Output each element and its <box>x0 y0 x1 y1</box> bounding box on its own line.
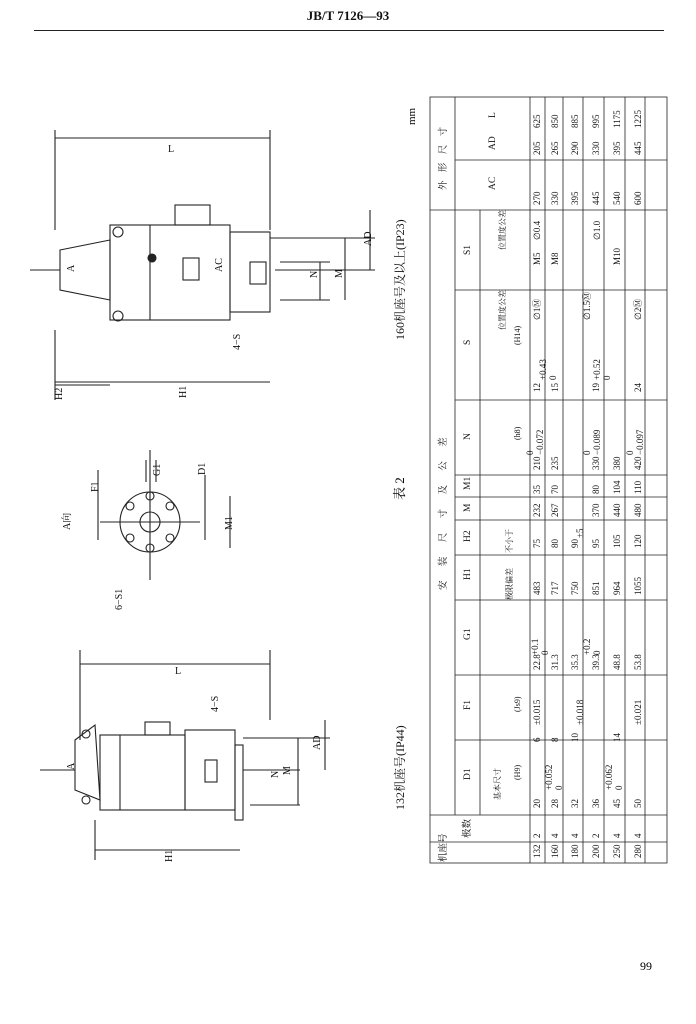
cell-m: 267 <box>550 503 560 517</box>
cell-n: 420 <box>633 456 643 470</box>
cell-f1: 14 <box>612 733 622 742</box>
cell-h2: 80 <box>550 539 560 548</box>
cell-s: 19 <box>591 383 601 392</box>
cell-m: 370 <box>591 503 601 517</box>
cell-deviation: 0 <box>554 785 564 790</box>
cell-g1: 22.8 <box>532 654 542 670</box>
cell-h2: 105 <box>612 534 622 548</box>
hdr-frame: 机座号 <box>439 833 449 862</box>
cell-g1: 48.8 <box>612 654 622 670</box>
dim-6S1: 6−S1 <box>114 588 125 610</box>
cell-deviation: +0.52 <box>592 359 602 380</box>
cell-h2: 120 <box>633 534 643 548</box>
cell-frame: 180 <box>570 844 580 858</box>
page-number: 99 <box>640 959 652 973</box>
hdr-AC: AC <box>488 176 498 190</box>
dim-N-bottom: N <box>270 770 281 778</box>
cell-m1: 80 <box>591 485 601 494</box>
cell-s: 24 <box>633 383 643 392</box>
cell-h1: 851 <box>591 581 601 595</box>
dim-D1: D1 <box>197 462 208 475</box>
cell-poles: 4 <box>612 833 622 838</box>
sub-H14: (H14) <box>513 325 522 345</box>
hdr-N: N <box>463 433 473 440</box>
dim-M-bottom: M <box>282 766 293 775</box>
cell-h2: 75 <box>532 539 542 548</box>
cell-s: 12 <box>532 383 542 392</box>
hdr-L: L <box>488 112 498 118</box>
cell-h1: 1055 <box>633 577 643 595</box>
cell-deviation: 0 <box>582 450 592 455</box>
dim-4S-bottom: 4−S <box>210 695 221 712</box>
cell-frame: 280 <box>633 844 643 858</box>
cell-ad: 395 <box>612 141 622 155</box>
cell-ac: 270 <box>532 191 542 205</box>
dim-AC-top: AC <box>214 258 225 272</box>
document-header: JB/T 7126—93 <box>306 8 390 23</box>
cell-ad: 290 <box>570 141 580 155</box>
cell-frame: 132 <box>532 844 542 858</box>
cell-ac: 330 <box>550 191 560 205</box>
sub-Js9: (Js9) <box>513 696 522 712</box>
flange-a-view <box>98 450 230 580</box>
cell-deviation: ±0.015 <box>532 699 542 725</box>
cell-deviation: +0.1 <box>530 638 540 655</box>
dim-A-bottom: A <box>66 762 77 770</box>
dim-L-top: L <box>168 144 175 155</box>
cell-g1: 31.3 <box>550 654 560 670</box>
cell-ac: 540 <box>612 191 622 205</box>
cell-m1: 110 <box>633 480 643 494</box>
cell-m1: 70 <box>550 485 560 494</box>
cell-m: 480 <box>633 503 643 517</box>
cell-s1: M5 <box>532 252 542 265</box>
caption-132: 132机座号(IP44) <box>393 725 407 810</box>
cell-d1: 36 <box>591 799 601 808</box>
cell-s: 15 <box>550 383 560 392</box>
cell-deviation: 0 <box>625 450 635 455</box>
hdr-H2: H2 <box>463 530 473 542</box>
cell-n: 210 <box>532 456 542 470</box>
dim-H1-top: H1 <box>178 385 189 398</box>
cell-l: 1175 <box>612 110 622 128</box>
cell-ad: 445 <box>633 141 643 155</box>
cell-d1: 45 <box>612 799 622 808</box>
cell-s1: M8 <box>550 252 560 265</box>
dim-H1-bottom: H1 <box>164 849 175 862</box>
labels-flange <box>60 463 235 610</box>
hdr-install-group: 安 装 尺 寸 及 公 差 <box>439 431 449 590</box>
cell-deviation: ∅2Ⓜ <box>633 298 643 320</box>
caption-160: 160机座号及以上(IP23) <box>393 219 407 340</box>
sub-limit-dev: 极限偏差 <box>505 568 514 600</box>
cell-l: 850 <box>550 114 560 128</box>
cell-g1: 39.3 <box>591 654 601 670</box>
cell-frame: 200 <box>591 844 601 858</box>
cell-d1: 32 <box>570 799 580 808</box>
table-title: 表 2 <box>392 477 407 500</box>
hdr-S: S <box>463 339 473 345</box>
sub-D1-basic: 基本尺寸 <box>493 768 502 800</box>
cell-deviation: 0 <box>525 450 535 455</box>
dim-AD-top: AD <box>363 231 374 246</box>
dim-4S-top: 4−S <box>232 333 243 350</box>
cell-f1: 8 <box>550 737 560 742</box>
dim-A-top: A <box>66 264 77 272</box>
dim-F1: F1 <box>90 481 101 492</box>
cell-h1: 483 <box>532 581 542 595</box>
cell-deviation: ∅1.0 <box>592 220 602 240</box>
hdr-poles: 极数 <box>463 818 473 838</box>
cell-ac: 395 <box>570 191 580 205</box>
cell-deviation: 0 <box>540 650 550 655</box>
cell-deviation: ±0.021 <box>633 699 643 725</box>
cell-ad: 330 <box>591 141 601 155</box>
dim-AD-bottom: AD <box>312 735 323 750</box>
cell-deviation: 0 <box>614 785 624 790</box>
cell-deviation: ±5 <box>575 528 585 538</box>
cell-n: 380 <box>612 456 622 470</box>
hdr-M: M <box>463 503 473 512</box>
cell-ad: 205 <box>532 141 542 155</box>
cell-deviation: +0.052 <box>544 764 554 790</box>
cell-l: 995 <box>591 114 601 128</box>
dim-N-top: N <box>309 270 320 278</box>
hdr-D1: D1 <box>463 768 473 780</box>
cell-deviation: ±0.018 <box>575 699 585 725</box>
sub-H9: (H9) <box>513 764 522 780</box>
cell-f1: 6 <box>532 737 542 742</box>
table-2 <box>430 97 667 863</box>
cell-d1: 50 <box>633 799 643 808</box>
view-A-label: A向 <box>62 512 73 530</box>
hdr-M1: M1 <box>463 476 473 490</box>
cell-poles: 2 <box>532 833 542 838</box>
cell-m1: 104 <box>612 480 622 494</box>
cell-d1: 20 <box>532 799 542 808</box>
labels-132 <box>66 666 407 862</box>
cell-deviation: +0.2 <box>582 638 592 655</box>
cell-h1: 717 <box>550 581 560 595</box>
cell-frame: 250 <box>612 844 622 858</box>
cell-ad: 265 <box>550 141 560 155</box>
hdr-H1: H1 <box>463 568 473 580</box>
cell-poles: 4 <box>633 833 643 838</box>
cell-deviation: +0.062 <box>604 764 614 790</box>
sub-S-pos: 位置度公差 <box>498 290 507 330</box>
motor-160-drawing <box>30 130 375 400</box>
cell-ac: 600 <box>633 191 643 205</box>
table-body <box>525 110 645 859</box>
dim-M1: M1 <box>224 516 235 530</box>
cell-deviation: −0.097 <box>635 429 645 455</box>
unit-label: mm <box>406 107 418 125</box>
cell-deviation: 0 <box>548 375 558 380</box>
hdr-S1: S1 <box>463 244 473 255</box>
cell-m: 232 <box>532 503 542 517</box>
cell-frame: 160 <box>550 844 560 858</box>
cell-deviation: ∅1.5Ⓜ <box>582 291 592 320</box>
cell-h2: 95 <box>591 539 601 548</box>
sub-H2-notless: 不小于 <box>505 529 514 553</box>
hdr-G1: G1 <box>463 628 473 640</box>
cell-l: 625 <box>532 114 542 128</box>
hdr-AD: AD <box>488 136 498 150</box>
cell-m: 440 <box>612 503 622 517</box>
sub-h8: (h8) <box>513 426 522 440</box>
cell-n: 330 <box>591 456 601 470</box>
hdr-F1: F1 <box>463 699 473 710</box>
table-headers <box>437 112 522 862</box>
cell-deviation: 0 <box>592 650 602 655</box>
cell-poles: 4 <box>570 833 580 838</box>
cell-poles: 4 <box>550 833 560 838</box>
dim-L-bottom: L <box>175 666 182 677</box>
cell-s1: M10 <box>612 247 622 265</box>
cell-l: 885 <box>570 114 580 128</box>
hdr-outline-group: 外 形 尺 寸 <box>439 123 449 190</box>
dim-H2-top: H2 <box>54 387 65 400</box>
cell-d1: 28 <box>550 799 560 808</box>
cell-f1: 10 <box>570 733 580 742</box>
cell-deviation: 0 <box>602 375 612 380</box>
sub-S1-pos: 位置度公差 <box>498 210 507 250</box>
cell-deviation: −0.072 <box>535 429 545 455</box>
cell-l: 1225 <box>633 110 643 128</box>
cell-n: 235 <box>550 456 560 470</box>
dim-M-top: M <box>334 269 345 278</box>
cell-poles: 2 <box>591 833 601 838</box>
cell-h1: 964 <box>612 581 622 595</box>
cell-g1: 53.8 <box>633 654 643 670</box>
cell-g1: 35.3 <box>570 654 580 670</box>
cell-ac: 445 <box>591 191 601 205</box>
cell-deviation: ∅1Ⓜ <box>532 298 542 320</box>
cell-h1: 750 <box>570 581 580 595</box>
motor-132-drawing <box>40 650 330 860</box>
cell-h2: 90 <box>570 539 580 548</box>
cell-deviation: −0.089 <box>592 429 602 455</box>
cell-deviation: +0.43 <box>538 359 548 380</box>
cell-m1: 35 <box>532 485 542 494</box>
dim-G1: G1 <box>152 463 163 476</box>
cell-deviation: ∅0.4 <box>532 220 542 240</box>
